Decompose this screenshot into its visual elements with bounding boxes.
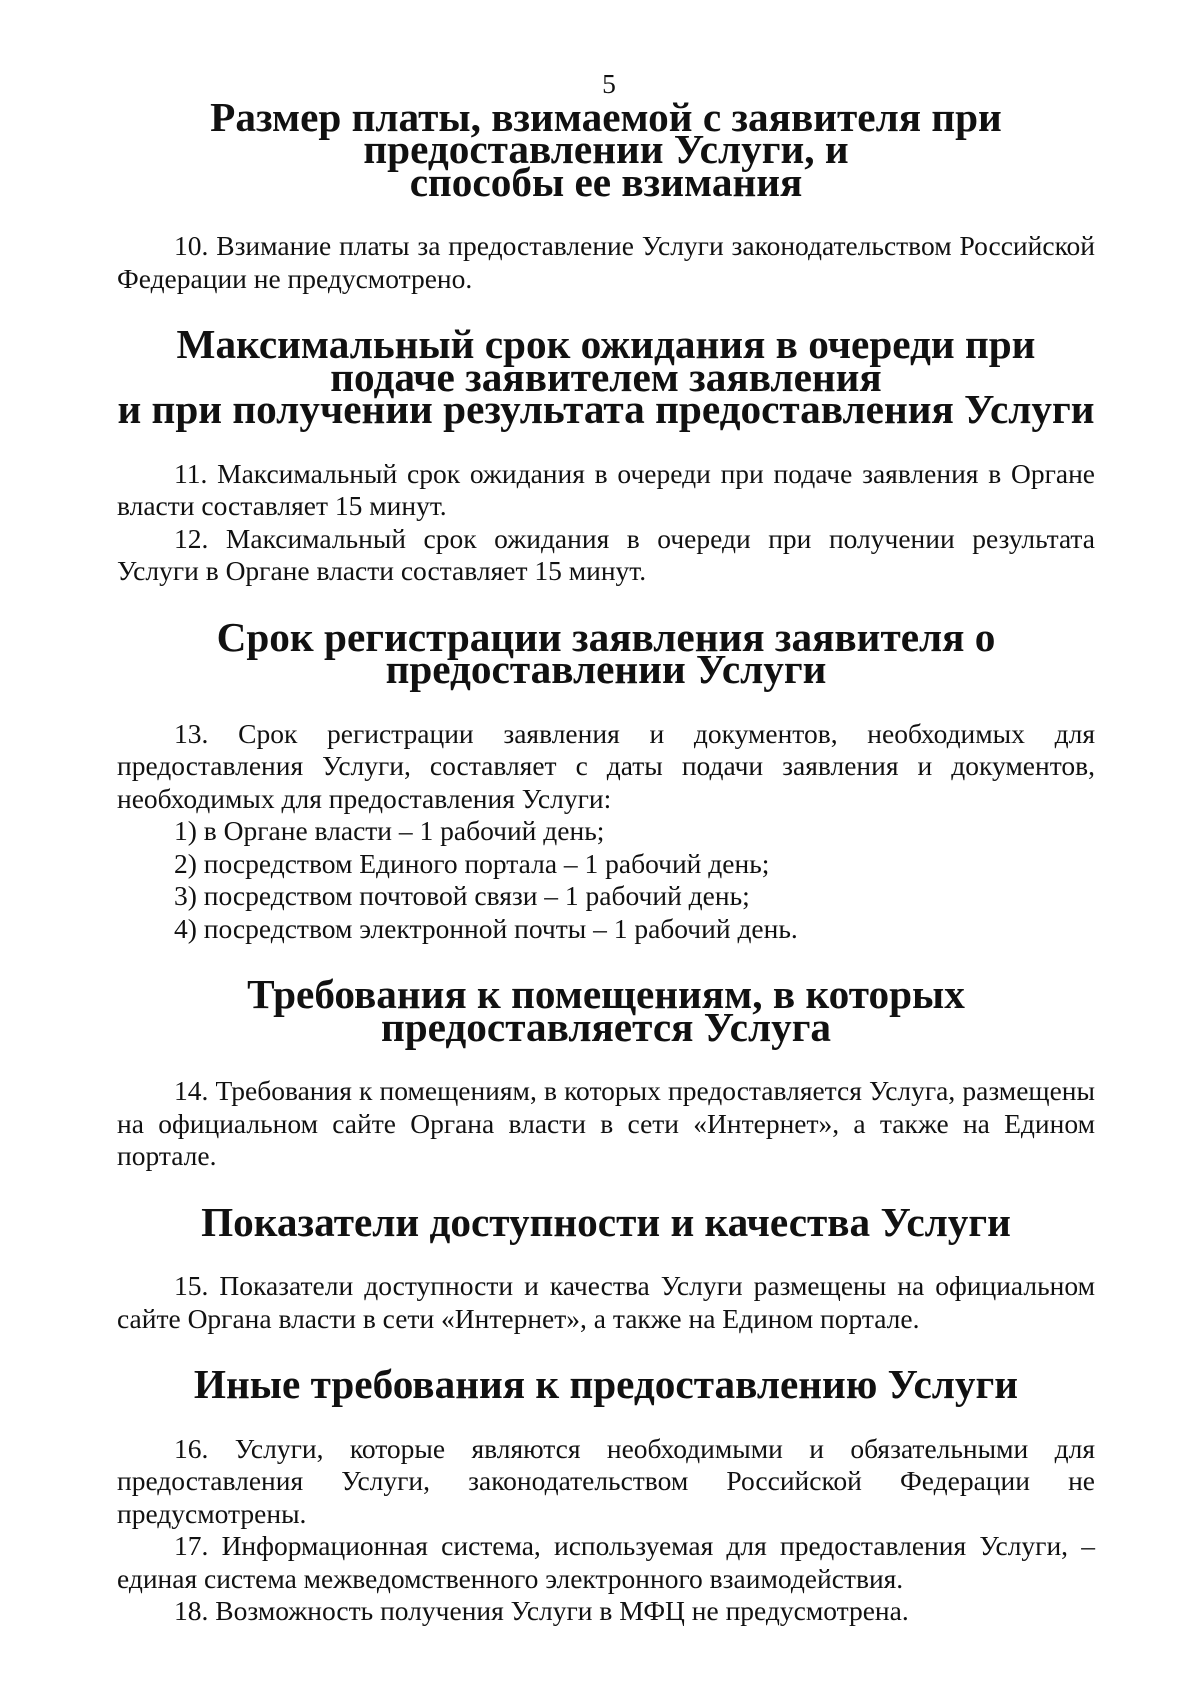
heading-line: Срок регистрации заявления заявителя о предоставлении Услуги (216, 613, 996, 692)
heading-line: Показатели доступности и качества Услуги (201, 1198, 1011, 1245)
heading-line: Максимальный срок ожидания в очереди при подаче заявителем заявления (176, 321, 1036, 400)
heading-line: Размер платы, взимаемой с заявителя при предоставлении Услуги, и (210, 93, 1002, 172)
list-item: 1) в Органе власти – 1 рабочий день; (174, 815, 605, 846)
heading-line: и при получении результата предоставления Услуги (117, 386, 1095, 432)
paragraph-14: 14. Требования к помещениям, в которых предоставляется Услуга, размещены на официальном сайте Органа власти в сети «Интернет», а также на Едином портале. (117, 1075, 1095, 1171)
paragraph-13: 13. Срок регистрации заявления и документов, необходимых для предоставления Услуги, составляет с даты подачи заявления и документов, необходимых для предоставления Услуги: (117, 717, 1095, 814)
paragraph-10: 10. Взимание платы за предоставление Услуги законодательством Российской Федерации не предусмотрено. (117, 230, 1095, 294)
section-heading-waiting-time (117, 321, 1095, 432)
list-item: 4) посредством электронной почты – 1 рабочий день. (174, 912, 798, 944)
list-item: 3) посредством почтовой связи – 1 рабочий день; (174, 880, 750, 911)
section-heading-fee (117, 93, 1095, 205)
page-number: 5 (602, 68, 616, 99)
document-page (117, 68, 1095, 1628)
section-heading-accessibility (117, 1198, 1095, 1245)
paragraph-15: 15. Показатели доступности и качества Услуги размещены на официальном сайте Органа власти в сети «Интернет», а также на Едином портале. (117, 1270, 1095, 1334)
section-heading-registration (117, 613, 1095, 692)
paragraph-12: 12. Максимальный срок ожидания в очереди при получении результата Услуги в Органе власти составляет 15 минут. (117, 522, 1095, 586)
section-heading-premises (117, 971, 1095, 1050)
paragraph-18: 18. Возможность получения Услуги в МФЦ не предусмотрена. (174, 1595, 909, 1626)
paragraph-11: 11. Максимальный срок ожидания в очереди при подаче заявления в Органе власти составляет 15 минут. (117, 457, 1095, 521)
paragraph-16: 16. Услуги, которые являются необходимыми и обязательными для предоставления Услуги, законодательством Российской Федерации не предусмотрены. (117, 1432, 1095, 1529)
section-heading-other-requirements (117, 1361, 1095, 1407)
heading-line: Требования к помещениям, в которых предоставляется Услуга (247, 971, 965, 1050)
heading-line: Иные требования к предоставлению Услуги (193, 1361, 1019, 1407)
heading-line: способы ее взимания (409, 158, 803, 205)
list-item: 2) посредством Единого портала – 1 рабочий день; (174, 847, 770, 879)
paragraph-17: 17. Информационная система, используемая для предоставления Услуги, – единая система межведомственного электронного взаимодействия. (117, 1530, 1095, 1594)
